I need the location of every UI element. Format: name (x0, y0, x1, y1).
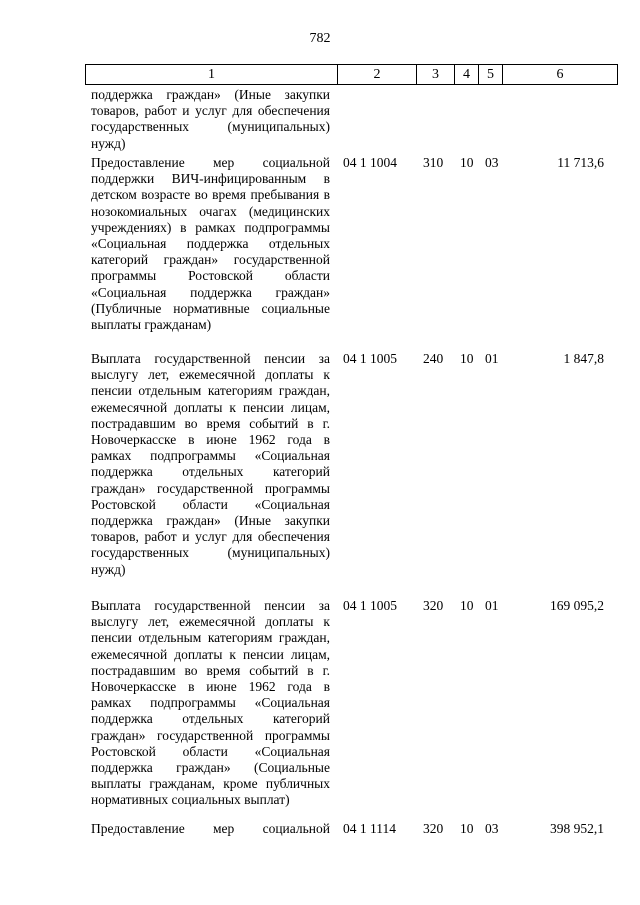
table-header (85, 64, 618, 85)
row-description: Предоставление мер социальной поддержки ВИЧ-инфицированным в детском возрасте во время пребывания в нозокомиальных очагах (медицинских учреждениях) в рамках подпрограммы «Социальная поддержка отдельных категорий граждан» государственной программы Ростовской области «Социальная поддержка граждан» (Публичные нормативные социальные выплаты гражданам) (91, 155, 330, 333)
row-target-code: 04 1 1114 (343, 821, 396, 836)
header-col-5: 5 (479, 65, 503, 84)
row-description: Выплата государственной пенсии за выслугу лет, ежемесячной доплаты к пенсии отдельным категориям граждан, ежемесячной доплаты к пенсии лицам, пострадавшим во время событий в г. Новочеркасске в июне 1962 года в рамках подпрограммы «Социальная поддержка отдельных категорий граждан» государственной программы Ростовской области «Социальная поддержка граждан» (Социальные выплаты гражданам, кроме публичных нормативных социальных выплат) (91, 598, 330, 808)
header-col-3: 3 (417, 65, 455, 84)
row-description: Выплата государственной пенсии за выслугу лет, ежемесячной доплаты к пенсии отдельным категориям граждан, ежемесячной доплаты к пенсии лицам, пострадавшим во время событий в г. Новочеркасске в июне 1962 года в рамках подпрограммы «Социальная поддержка отдельных категорий граждан» государственной программы Ростовской области «Социальная поддержка граждан» (Иные закупки товаров, работ и услуг для обеспечения государственных (муниципальных) нужд) (91, 351, 330, 577)
row-target-code: 04 1 1005 (343, 598, 397, 613)
row-subsection: 03 (485, 821, 499, 836)
row-target-code: 04 1 1005 (343, 351, 397, 366)
header-col-1: 1 (86, 65, 338, 84)
row-amount: 169 095,2 (550, 598, 604, 613)
row-expense-type: 320 (423, 821, 444, 836)
row-expense-type: 310 (423, 155, 444, 170)
row-expense-type: 320 (423, 598, 444, 613)
page-number: 782 (309, 31, 331, 46)
row-amount: 11 713,6 (557, 155, 604, 170)
row-expense-type: 240 (423, 351, 444, 366)
row-subsection: 01 (485, 598, 499, 613)
header-col-6: 6 (556, 67, 564, 82)
row-subsection: 03 (485, 155, 499, 170)
row-description: Предоставление мер социальной (91, 821, 330, 836)
row-description: поддержка граждан» (Иные закупки товаров, работ и услуг для обеспечения государственных (муниципальных) нужд) (91, 87, 330, 151)
row-section: 10 (460, 821, 474, 836)
row-amount: 398 952,1 (550, 821, 604, 836)
row-amount: 1 847,8 (563, 351, 604, 366)
row-target-code: 04 1 1004 (343, 155, 397, 170)
row-section: 10 (460, 351, 474, 366)
row-subsection: 01 (485, 351, 499, 366)
row-section: 10 (460, 155, 474, 170)
header-col-4: 4 (455, 65, 479, 84)
header-col-2: 2 (338, 65, 417, 84)
row-section: 10 (460, 598, 474, 613)
